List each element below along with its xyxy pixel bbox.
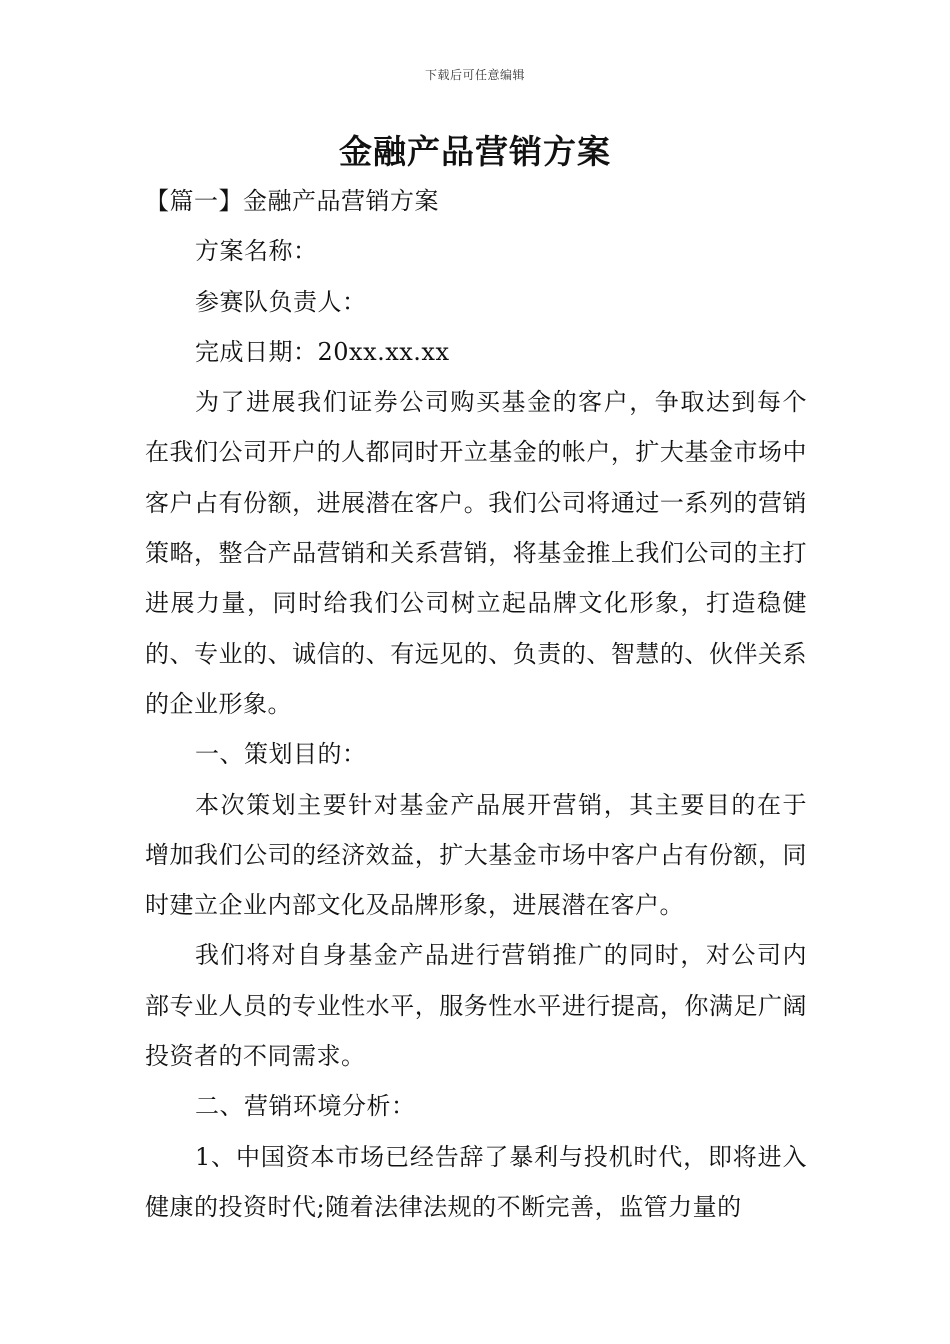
heading-planning-purpose: 一、策划目的： (195, 740, 367, 769)
paragraph-purpose: 本次策划主要针对基金产品展开营销，其主要目的在于增加我们公司的经济效益，扩大基金市场中客户占有份额，同时建立企业内部文化及品牌形象，进展潜在客户。 (145, 790, 807, 920)
field-completion-date: 完成日期：20xx.xx.xx (195, 337, 450, 366)
paragraph-intro: 为了进展我们证券公司购买基金的客户，争取达到每个在我们公司开户的人都同时开立基金的帐户，扩大基金市场中客户占有份额，进展潜在客户。我们公司将通过一系列的营销策略，整合产品营销和关系营销，将基金推上我们公司的主打进展力量，同时给我们公司树立起品牌文化形象，打造稳健的、专业的、诚信的、有远见的、负责的、智慧的、伙伴关系的企业形象。 (145, 388, 807, 718)
field-team-leader: 参赛队负责人： (195, 287, 367, 316)
document-body (145, 176, 807, 1232)
heading-environment-analysis: 二、营销环境分析： (195, 1092, 416, 1121)
paragraph-market-analysis: 1、中国资本市场已经告辞了暴利与投机时代，即将进入健康的投资时代;随着法律法规的不断完善，监管力量的 (145, 1142, 807, 1221)
field-plan-name: 方案名称： (195, 237, 318, 266)
paragraph-promotion: 我们将对自身基金产品进行营销推广的同时，对公司内部专业人员的专业性水平，服务性水平进行提高，你满足广阔投资者的不同需求。 (145, 941, 807, 1071)
header-note: 下载后可任意编辑 (424, 68, 525, 82)
section-heading: 【篇一】金融产品营销方案 (145, 187, 439, 215)
document-title: 金融产品营销方案 (339, 132, 611, 171)
